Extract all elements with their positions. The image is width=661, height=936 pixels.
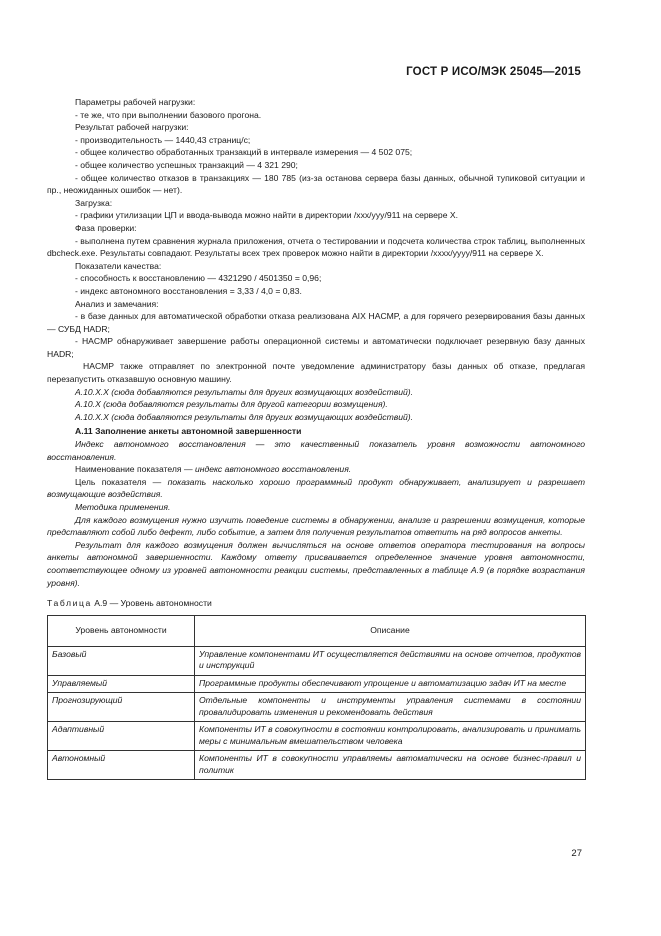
level-cell: Автономный	[48, 751, 195, 780]
table-header-row	[48, 615, 586, 646]
document-header: ГОСТ Р ИСО/МЭК 25045—2015	[406, 66, 581, 78]
level-cell: Базовый	[48, 646, 195, 675]
paragraph: A.10.X (сюда добавляются результаты для другой категории возмущения).	[75, 399, 388, 410]
paragraph: - общее количество успешных транзакций — 4 321 290;	[75, 159, 298, 170]
description-cell: Программные продукты обеспечивают упрощение и автоматизацию задач ИТ на месте	[195, 675, 586, 693]
paragraph: - те же, что при выполнении базового прогона.	[75, 109, 262, 120]
body-text	[47, 96, 585, 589]
table-row	[48, 722, 586, 751]
column-header-description: Описание	[195, 615, 586, 646]
table-row	[48, 646, 586, 675]
description-cell: Компоненты ИТ в совокупности в состоянии контролировать, анализировать и принимать меры с минимальным вмешательством человека	[195, 722, 586, 751]
paragraph-lead: Цель показателя —	[75, 476, 168, 487]
level-cell: Прогнозирующий	[48, 693, 195, 722]
paragraph: - в базе данных для автоматической обработки отказа реализована AIX HACMP, а для горячего резервирования базы данных — СУБД HADR;	[47, 311, 585, 334]
paragraph-emphasis: показать насколько хорошо программный продукт обнаруживает, анализирует и разрешает возмущающие воздействия.	[47, 476, 585, 500]
paragraph: - HACMP обнаруживает завершение работы операционной системы и автоматически подключает резервную базу данных HADR;	[47, 336, 585, 359]
table-row	[48, 751, 586, 780]
paragraph: Показатели качества:	[75, 260, 162, 271]
document-body	[47, 96, 585, 780]
paragraph: Для каждого возмущения нужно изучить поведение системы в обнаружении, анализе и разрешении возмущения, которые представляют собой либо дефект, либо событие, а затем для получения результатов ответить на ряд вопросов анкеты.	[47, 514, 585, 538]
paragraph: - индекс автономного восстановления = 3,33 / 4,0 = 0,83.	[75, 285, 302, 296]
level-cell: Адаптивный	[48, 722, 195, 751]
paragraph: A.10.X.X (сюда добавляются результаты для других возмущающих воздействий).	[75, 411, 414, 422]
paragraph: - общее количество отказов в транзакциях — 180 785 (из-за останова сервера базы данных, обычной тупиковой ситуации и пр., неожиданных ошибок — нет).	[47, 172, 585, 196]
paragraph	[47, 476, 585, 501]
paragraph: A.10.X.X (сюда добавляются результаты для других возмущающих воздействий).	[75, 386, 414, 397]
paragraph: Фаза проверки:	[75, 222, 137, 233]
column-header-level: Уровень автономности	[48, 615, 195, 646]
paragraph: Результат для каждого возмущения должен вычисляться на основе ответов оператора тестирования на вопросы анкеты автономной завершенности. Каждому ответу присваивается определенное значение уровня автономности, соответствующее одному из уровней автономности реакции системы, представленных в таблице A.9 (в порядке возрастания уровня).	[47, 539, 585, 588]
paragraph: HACMP также отправляет по электронной почте уведомление администратору базы данных об отказе, предлагая перезапустить отказавшую основную машину.	[47, 361, 585, 385]
page-number: 27	[571, 848, 582, 859]
table-caption	[47, 597, 585, 610]
table-row	[48, 693, 586, 722]
description-cell: Компоненты ИТ в совокупности управляемы автоматически на основе бизнес-правил и политик	[195, 751, 586, 780]
paragraph: Анализ и замечания:	[75, 298, 159, 309]
paragraph: Методика применения.	[75, 502, 171, 512]
paragraph: - общее количество обработанных транзакций в интервале измерения — 4 502 075;	[75, 147, 413, 158]
paragraph: A.11 Заполнение анкеты автономной завершенности	[75, 426, 302, 437]
autonomy-level-table	[47, 615, 586, 781]
description-cell: Управление компонентами ИТ осуществляется действиями на основе отчетов, продуктов и инструкций	[195, 646, 586, 675]
paragraph-lead: Наименование показателя —	[75, 464, 195, 475]
table-caption-label: Таблица	[47, 598, 92, 609]
paragraph: Результат рабочей нагрузки:	[75, 122, 189, 133]
paragraph: Параметры рабочей нагрузки:	[75, 97, 196, 107]
paragraph: - способность к восстановлению — 4321290 / 4501350 = 0,96;	[75, 273, 322, 284]
paragraph: - производительность — 1440,43 страниц/с;	[75, 134, 251, 145]
table-row	[48, 675, 586, 693]
paragraph: Индекс автономного восстановления — это качественный показатель уровня возможности автономного восстановления.	[47, 439, 585, 462]
paragraph	[47, 463, 585, 476]
paragraph-emphasis: индекс автономного восстановления.	[194, 464, 352, 475]
paragraph: Загрузка:	[75, 197, 113, 208]
paragraph: - графики утилизации ЦП и ввода-вывода можно найти в директории /xxx/yyy/911 на сервере X.	[75, 210, 458, 221]
table-caption-title: A.9 — Уровень автономности	[91, 598, 212, 609]
level-cell: Управляемый	[48, 675, 195, 693]
description-cell: Отдельные компоненты и инструменты управления системами в состоянии провалидировать изменения и рекомендовать действия	[195, 693, 586, 722]
paragraph: - выполнена путем сравнения журнала приложения, отчета о тестировании и подсчета количества строк таблиц, выполненных dbcheck.exe. Результаты совпадают. Результаты всех трех проверок можно найти в директории /xxxx/yyyy/911 на сервере X.	[47, 235, 585, 259]
